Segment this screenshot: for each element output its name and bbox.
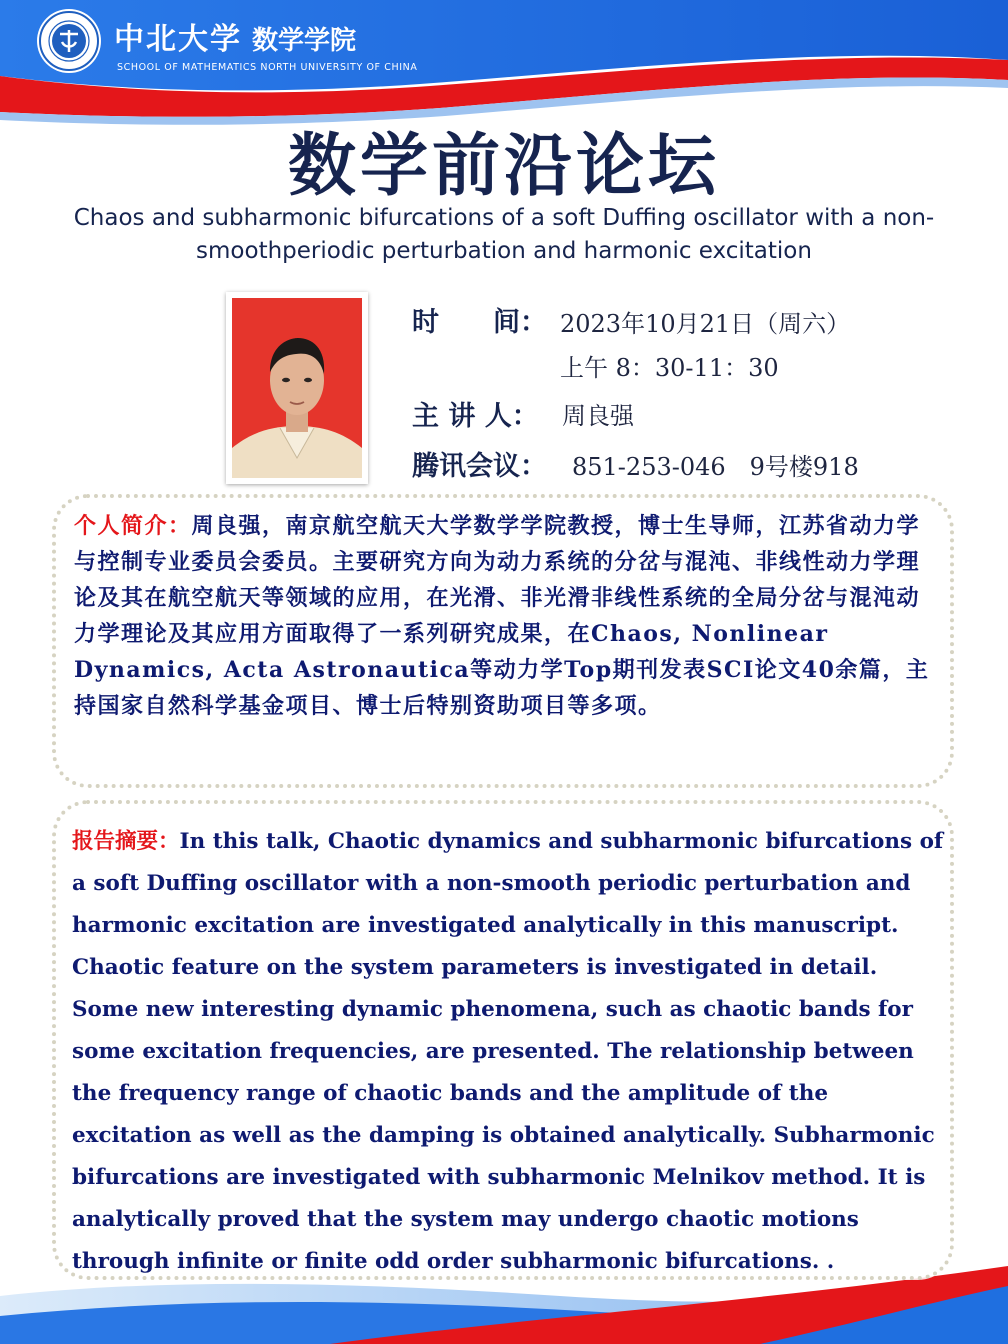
time-range-value: 上午 8：30-11：30 [560,354,779,382]
school-name-cn: 中北大学 [114,22,242,57]
speaker-value: 周良强 [562,402,634,430]
speaker-label: 主 讲 人： [412,401,539,432]
abstract-content: In this talk, Chaotic dynamics and subharmonic bifurcations of a soft Duffing oscillator with a non-smooth periodic perturbation and harmonic excitation are investigated analytically in this manuscript. Chaotic feature on the system parameters is investigated in detail. Some new interesting dynamic phenomena, such as chaotic bands for some excitation frequencies, are presented. The relationship between the frequency range of chaotic bands and the amplitude of the excitation as well as the damping is obtained analytically. Subharmonic bifurcations are investigated with subharmonic Melnikov method. It is analytically proved that the system may undergo chaotic motions through infinite or finite odd order subharmonic bifurcations. . [72,829,944,1274]
bio-content: 周良强，南京航空航天大学数学学院教授，博士生导师，江苏省动力学与控制专业委员会委员。主要研究方向为动力系统的分岔与混沌、非线性动力学理论及其在航空航天等领域的应用，在光滑、非光滑非线性系统的全局分岔与混沌动力学理论及其应用方面取得了一系列研究成果，在Chaos, Nonlinear Dynamics, Acta Astronautica等动力学Top期刊发表SCI论文40余篇，主持国家自然科学基金项目、博士后特别资助项目等多项。 [74,513,930,719]
bio-label: 个人简介： [74,513,192,539]
time-value: 2023年10月21日（周六） [560,310,851,338]
department-name-cn: 数学学院 [252,26,357,56]
bio-text [74,508,942,724]
talk-title: Chaos and subharmonic bifurcations of a soft Duffing oscillator with a non-smoothperiodic perturbation and harmonic excitation [73,205,935,264]
forum-title: 数学前沿论坛 [287,127,720,206]
abstract-label: 报告摘要： [72,829,180,854]
speaker-photo [226,292,368,484]
time-label: 时 间： [412,307,547,338]
abstract-text [72,821,948,1283]
school-name-en: SCHOOL OF MATHEMATICS NORTH UNIVERSITY OF CHINA [117,62,418,73]
meeting-value: 851-253-046 9号楼918 [572,453,859,481]
university-logo-icon [36,8,102,74]
school-name [114,14,356,58]
meeting-label: 腾讯会议： [412,451,547,482]
